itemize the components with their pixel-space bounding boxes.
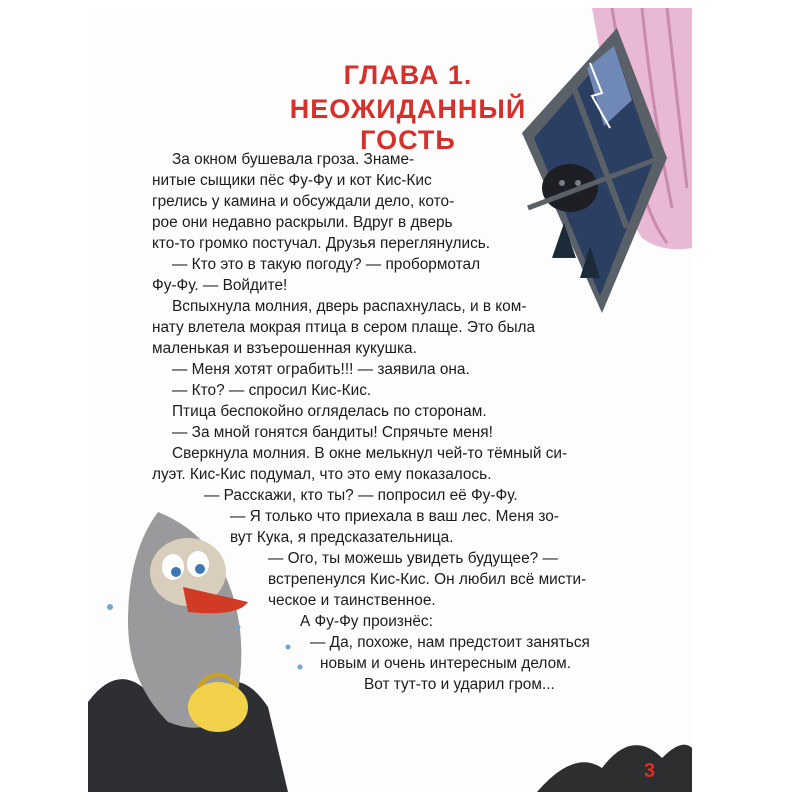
grass-illustration <box>532 688 692 792</box>
text-line: нитые сыщики пёс Фу-Фу и кот Кис-Кис <box>152 172 432 189</box>
text-line: рое они недавно раскрыли. Вдруг в дверь <box>152 214 453 231</box>
text-line: — Кто? — спросил Кис-Кис. <box>172 382 372 399</box>
text-line: грелись у камина и обсуждали дело, кото- <box>152 193 455 210</box>
text-line: — Меня хотят ограбить!!! — заявила она. <box>172 361 470 378</box>
page-number: 3 <box>644 760 656 782</box>
chapter-title: НЕОЖИДАННЫЙ ГОСТЬ <box>289 94 527 155</box>
text-line: — За мной гонятся бандиты! Спрячьте меня! <box>172 424 493 441</box>
text-line: Сверкнула молния. В окне мелькнул чей-то тёмный си- <box>172 445 568 462</box>
text-line: встрепенулся Кис-Кис. Он любил всё мисти- <box>268 571 587 588</box>
text-line: — Ого, ты можешь увидеть будущее? — <box>268 550 558 567</box>
text-line: ческое и таинственное. <box>268 592 436 609</box>
window-illustration <box>492 8 692 338</box>
text-line: — Кто это в такую погоду? — пробормотал <box>172 256 481 273</box>
text-line: вут Кука, я предсказательница. <box>230 529 454 546</box>
eye <box>162 554 184 580</box>
chapter-number: ГЛАВА 1. <box>343 60 473 90</box>
text-line: Фу-Фу. — Войдите! <box>152 277 288 294</box>
text-line: маленькая и взъерошенная кукушка. <box>152 340 417 357</box>
text-line: — Расскажи, кто ты? — попросил её Фу-Фу. <box>204 487 518 504</box>
text-line: А Фу-Фу произнёс: <box>300 613 433 630</box>
text-line: новым и очень интересным делом. <box>320 655 571 672</box>
text-line: Вспыхнула молния, дверь распахнулась, и в ком- <box>172 298 527 315</box>
text-line: луэт. Кис-Кис подумал, что это ему показалось. <box>152 466 492 483</box>
yellow-bag <box>188 682 248 732</box>
dark-silhouette <box>542 164 598 212</box>
text-line: — Да, похоже, нам предстоит заняться <box>310 634 590 651</box>
text-line: Птица беспокойно огляделась по сторонам. <box>172 403 487 420</box>
book-page <box>88 8 692 792</box>
text-line: кто-то громко постучал. Друзья переглянулись. <box>152 235 491 252</box>
text-line: Вот тут-то и ударил гром... <box>364 676 555 693</box>
text-line: За окном бушевала гроза. Знаме- <box>172 151 415 168</box>
text-line: нату влетела мокрая птица в сером плаще. Это была <box>152 319 536 336</box>
text-line: — Я только что приехала в ваш лес. Меня зо- <box>230 508 559 525</box>
